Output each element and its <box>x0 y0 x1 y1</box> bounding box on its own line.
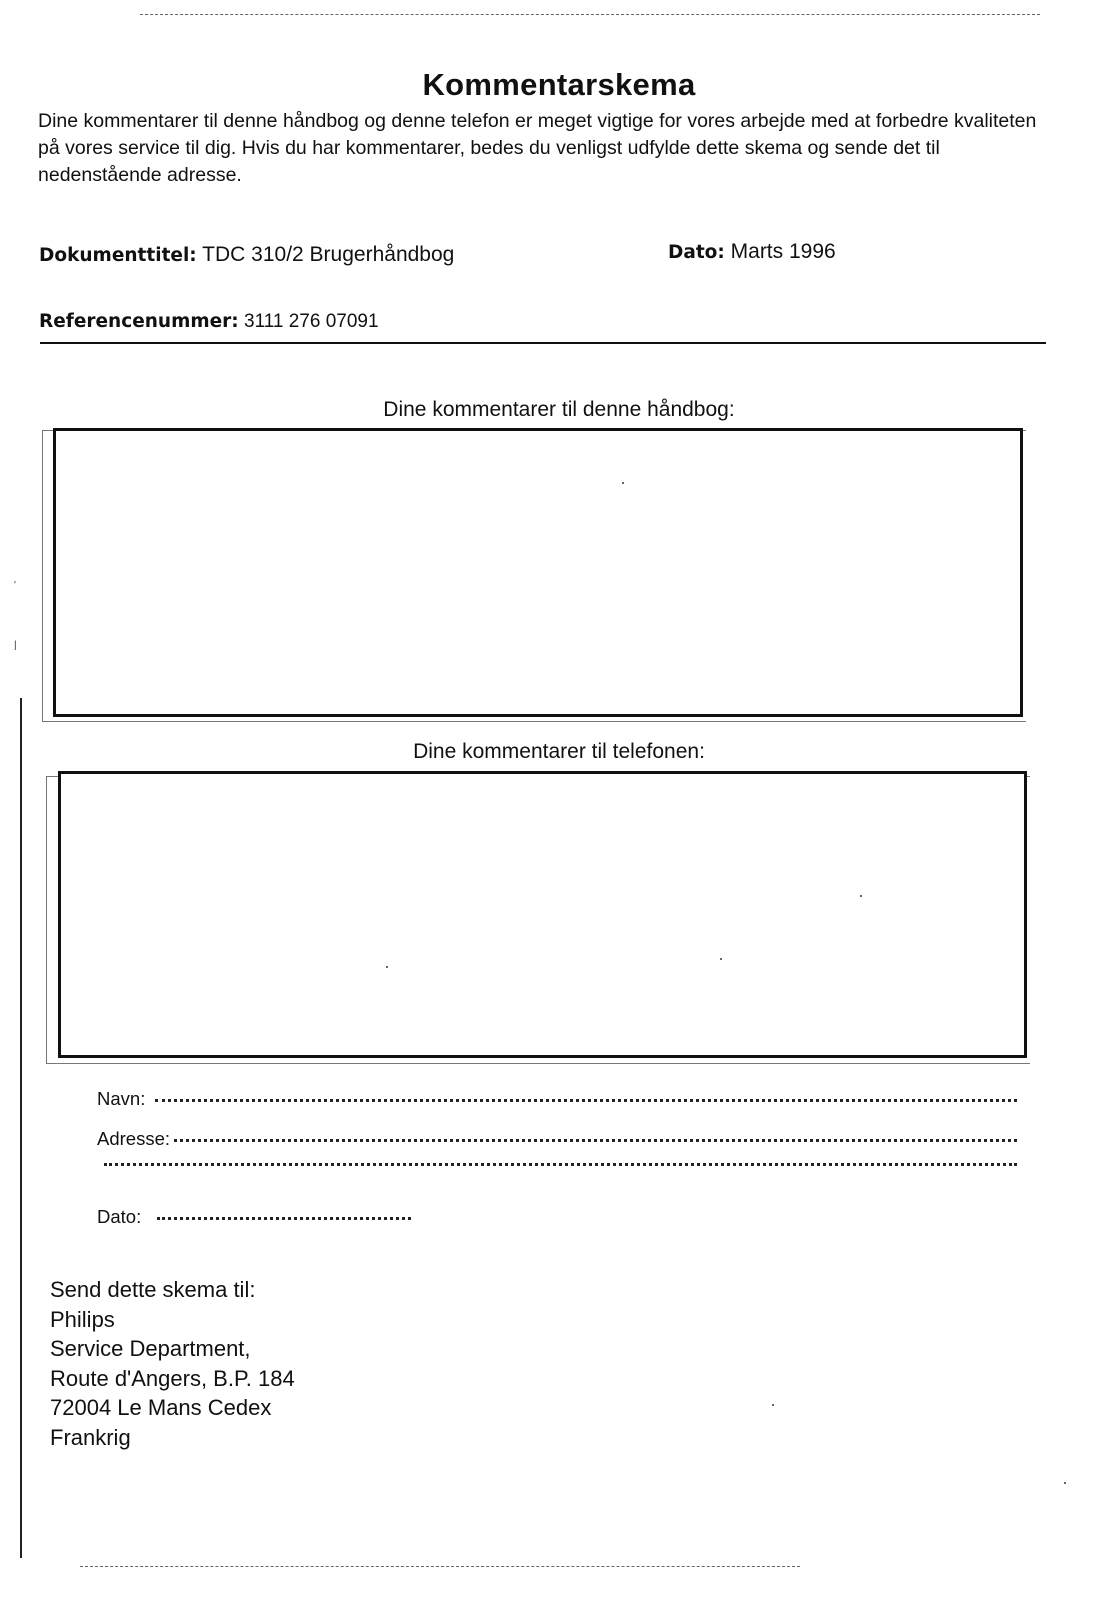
scan-speck <box>720 958 722 960</box>
intro-paragraph: Dine kommentarer til denne håndbog og denne telefon er meget vigtige for vores arbejde med at forbedre kvaliteten på vores service til dig. Hvis du har kommentarer, bedes du venligst udfylde dette skema og sende det til nedenstående adresse. <box>38 110 1037 186</box>
address-label: Adresse: <box>97 1128 171 1149</box>
manual-comments-box[interactable] <box>53 428 1023 717</box>
page-title: Kommentarskema <box>422 66 696 102</box>
document-date-row <box>668 240 836 264</box>
binding-edge-line <box>20 698 22 1558</box>
scan-speck <box>386 966 388 968</box>
margin-mark: ' <box>14 580 16 591</box>
name-dotted-line[interactable] <box>155 1099 1017 1102</box>
date-field-label: Dato: <box>97 1206 142 1227</box>
document-title-row <box>39 243 454 267</box>
address-line: Philips <box>50 1306 115 1332</box>
reference-value: 3111 276 07091 <box>244 311 379 332</box>
document-date-label: Dato: <box>668 242 725 263</box>
address-line: 72004 Le Mans Cedex <box>50 1395 272 1420</box>
address-dotted-line[interactable] <box>174 1139 1017 1142</box>
scan-speck <box>1064 1482 1066 1484</box>
address-line: Frankrig <box>50 1424 131 1450</box>
phone-comments-box[interactable] <box>58 771 1027 1058</box>
header-rule <box>40 342 1046 344</box>
send-to-heading: Send dette skema til: <box>50 1277 256 1302</box>
address-field[interactable] <box>97 1128 1017 1150</box>
phone-comments-label: Dine kommentarer til telefonen: <box>413 740 705 763</box>
scan-speck <box>622 482 624 484</box>
date-dotted-line[interactable] <box>157 1217 411 1220</box>
document-title-value: TDC 310/2 Brugerhåndbog <box>202 243 455 266</box>
scan-edge-top <box>140 14 1040 15</box>
margin-mark: | <box>14 640 17 651</box>
scan-speck <box>860 895 862 897</box>
document-date-value: Marts 1996 <box>730 240 836 263</box>
reference-row <box>39 311 379 333</box>
date-field[interactable] <box>97 1206 411 1228</box>
name-label: Navn: <box>97 1088 146 1109</box>
address-dotted-line-2[interactable] <box>104 1163 1017 1166</box>
scan-edge-bottom <box>80 1566 800 1567</box>
reference-label: Referencenummer: <box>39 311 239 332</box>
document-title-label: Dokumenttitel: <box>39 245 197 266</box>
send-to-address <box>50 1275 295 1452</box>
name-field[interactable] <box>97 1088 1017 1110</box>
manual-comments-label: Dine kommentarer til denne håndbog: <box>383 398 735 421</box>
address-field-line-2[interactable] <box>104 1166 1017 1169</box>
scan-speck <box>772 1404 774 1406</box>
address-line: Route d'Angers, B.P. 184 <box>50 1365 295 1391</box>
address-line: Service Department, <box>50 1336 251 1361</box>
